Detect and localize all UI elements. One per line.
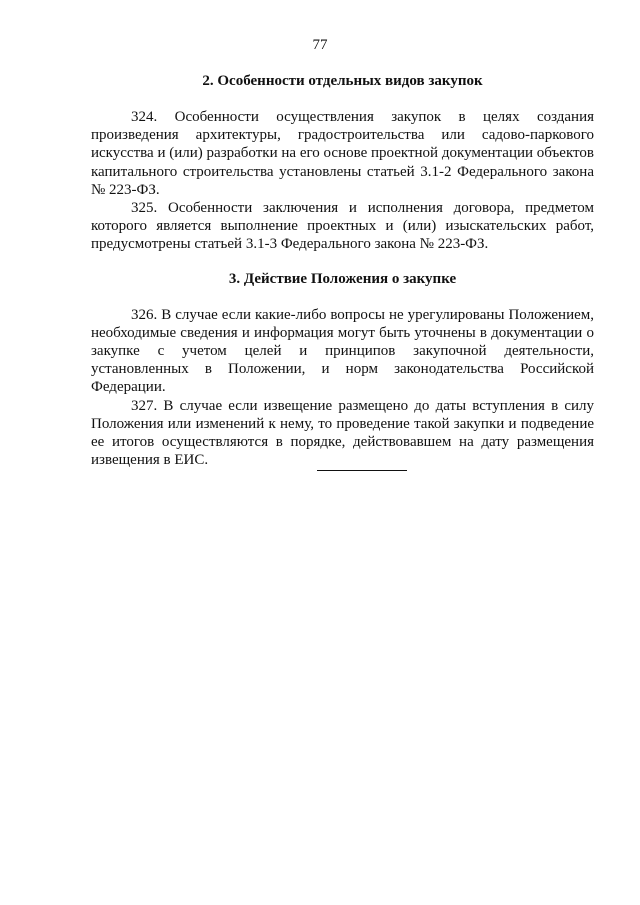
paragraph-325: 325. Особенности заключения и исполнения договора, предметом которого является выполнение проектных и (или) изыскательских работ, предусмотрены статьей 3.1-3 Федерального закона № 223-ФЗ. bbox=[91, 200, 594, 253]
paragraph-327: 327. В случае если извещение размещено до даты вступления в силу Положения или изменений к нему, то проведение такой закупки и подведение ее итогов осуществляются в порядке, действовавшем на дату размещения извещения в ЕИС. bbox=[91, 397, 594, 469]
section-heading-regulation-effect: 3. Действие Положения о закупке bbox=[228, 270, 457, 287]
page-number: 77 bbox=[312, 37, 328, 53]
paragraph-326: 326. В случае если какие-либо вопросы не урегулированы Положением, необходимые сведения и информация могут быть уточнены в документации о закупке с учетом целей и принципов закупочной деятельности, установленных в Положении, и норм законодательства Российской Федерации. bbox=[91, 306, 594, 396]
paragraph-324: 324. Особенности осуществления закупок в целях создания произведения архитектуры, градостроительства или садово-паркового искусства и (или) разработки на его основе проектной документации объектов капитального строительства установлены статьей 3.1-2 Федерального закона № 223-ФЗ. bbox=[91, 109, 594, 198]
document-body bbox=[91, 72, 594, 469]
section-heading-procurement-features: 2. Особенности отдельных видов закупок bbox=[202, 73, 483, 89]
end-of-document-rule bbox=[317, 470, 407, 471]
